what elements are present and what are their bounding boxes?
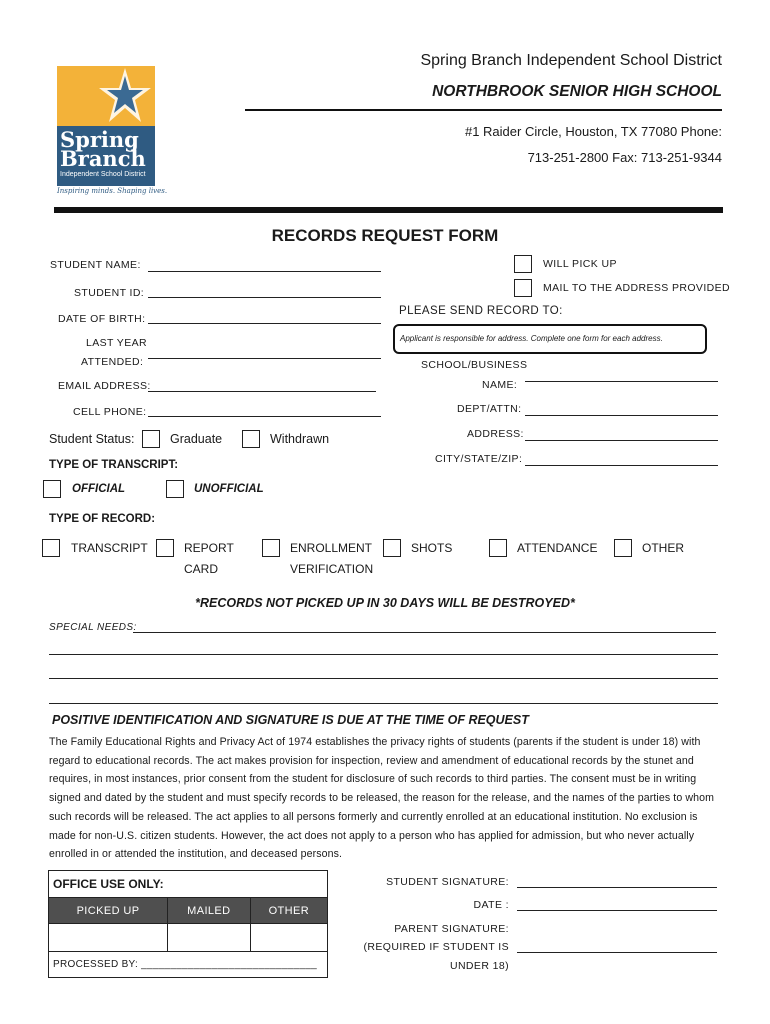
student-name-label: STUDENT NAME:	[50, 259, 141, 271]
last-year-label-2: ATTENDED:	[81, 356, 144, 368]
logo-subtitle: Independent School District	[60, 171, 146, 178]
office-use-title: OFFICE USE ONLY:	[49, 871, 328, 898]
school-business-label-1: SCHOOL/BUSINESS	[421, 359, 528, 371]
header-thick-divider	[54, 207, 723, 213]
official-checkbox[interactable]	[43, 480, 61, 498]
pickup-warning: *RECORDS NOT PICKED UP IN 30 DAYS WILL BE DESTROYED*	[195, 596, 575, 610]
school-phone-fax: 713-251-2800 Fax: 713-251-9344	[527, 150, 722, 165]
cell-label: CELL PHONE:	[73, 406, 147, 418]
address-notice-box: Applicant is responsible for address. Complete one form for each address.	[393, 324, 707, 354]
logo-word-spring: Spring	[60, 127, 139, 152]
identification-heading: POSITIVE IDENTIFICATION AND SIGNATURE IS DUE AT THE TIME OF REQUEST	[52, 713, 529, 727]
special-needs-line-3[interactable]	[49, 670, 718, 679]
withdrawn-label: Withdrawn	[270, 432, 330, 446]
record-enrollment-label-2: VERIFICATION	[290, 562, 374, 576]
date-label: DATE :	[473, 899, 509, 911]
record-enrollment-checkbox[interactable]	[262, 539, 280, 557]
pickup-checkbox[interactable]	[514, 255, 532, 273]
office-cell-mailed[interactable]	[168, 924, 251, 952]
parent-signature-label-2: (REQUIRED IF STUDENT IS	[363, 941, 509, 953]
mail-label: MAIL TO THE ADDRESS PROVIDED	[543, 282, 731, 294]
school-business-label-2: NAME:	[482, 379, 518, 391]
city-state-zip-field[interactable]	[525, 456, 718, 466]
dob-label: DATE OF BIRTH:	[58, 313, 146, 325]
dept-attn-field[interactable]	[525, 406, 718, 416]
student-id-field[interactable]	[148, 288, 381, 298]
special-needs-label: SPECIAL NEEDS:	[49, 622, 137, 633]
form-title: RECORDS REQUEST FORM	[271, 226, 499, 245]
district-name: Spring Branch Independent School District	[420, 52, 722, 69]
student-signature-field[interactable]	[517, 878, 717, 888]
record-other-label: OTHER	[642, 541, 684, 555]
office-use-table	[48, 870, 328, 978]
office-col-other: OTHER	[250, 898, 327, 924]
special-needs-line-4[interactable]	[49, 695, 718, 704]
logo-wordmark	[60, 127, 146, 171]
student-signature-label: STUDENT SIGNATURE:	[386, 876, 509, 888]
record-enrollment-label-1: ENROLLMENT	[290, 541, 373, 555]
transcript-type-label: TYPE OF TRANSCRIPT:	[49, 459, 179, 471]
record-report-card-checkbox[interactable]	[156, 539, 174, 557]
parent-signature-field[interactable]	[517, 943, 717, 953]
record-shots-checkbox[interactable]	[383, 539, 401, 557]
unofficial-checkbox[interactable]	[166, 480, 184, 498]
special-needs-line-2[interactable]	[49, 646, 718, 655]
special-needs-line-1[interactable]	[133, 624, 716, 633]
cell-field[interactable]	[148, 407, 381, 417]
office-col-picked-up: PICKED UP	[49, 898, 168, 924]
email-label: EMAIL ADDRESS:	[58, 380, 151, 392]
record-report-card-label-1: REPORT	[184, 541, 234, 555]
unofficial-label: UNOFFICIAL	[194, 483, 264, 495]
withdrawn-checkbox[interactable]	[242, 430, 260, 448]
school-business-field[interactable]	[525, 372, 718, 382]
dob-field[interactable]	[148, 314, 381, 324]
office-col-mailed: MAILED	[168, 898, 251, 924]
record-attendance-label: ATTENDANCE	[517, 541, 598, 555]
ferpa-paragraph: The Family Educational Rights and Privacy Act of 1974 establishes the privacy rights of students (parents if the student is under 18) with regard to educational records. The act makes provision for inspection, review and amendment of educational records by the stunet and requires, in most instances, prior consent from the student for disclosure of such records to third parties. The consent must be in writing signed and dated by the student and must specify records to be released, the reason for the release, and the names of the parties to whom such records will be released. The act applies to all persons formerly and currently enrolled at an educational institution. No exclusion is made for non-U.S. citizen students. However, the act does not apply to a person who has applied for admission, but who never actually enrolled in or attended the institution, and deceased persons.	[49, 736, 715, 861]
student-id-label: STUDENT ID:	[74, 287, 145, 299]
processed-by[interactable]: PROCESSED BY: ______________________________	[49, 952, 328, 978]
pickup-label: WILL PICK UP	[543, 258, 617, 270]
graduate-label: Graduate	[170, 432, 223, 446]
record-other-checkbox[interactable]	[614, 539, 632, 557]
record-report-card-label-2: CARD	[184, 562, 219, 576]
logo-word-branch: Branch	[60, 146, 146, 171]
record-transcript-checkbox[interactable]	[42, 539, 60, 557]
record-shots-label: SHOTS	[411, 541, 453, 555]
dept-attn-label: DEPT/ATTN:	[457, 403, 522, 415]
graduate-checkbox[interactable]	[142, 430, 160, 448]
city-state-zip-label: CITY/STATE/ZIP:	[435, 453, 523, 465]
send-record-label: PLEASE SEND RECORD TO:	[399, 305, 563, 317]
header-divider	[245, 109, 722, 111]
star-icon	[97, 66, 153, 126]
email-field[interactable]	[148, 382, 376, 392]
official-label: OFFICIAL	[72, 483, 126, 495]
student-name-field[interactable]	[148, 262, 381, 272]
last-year-field[interactable]	[148, 349, 381, 359]
mail-checkbox[interactable]	[514, 279, 532, 297]
address-field[interactable]	[525, 431, 718, 441]
parent-signature-label-1: PARENT SIGNATURE:	[394, 923, 509, 935]
address-label: ADDRESS:	[467, 428, 524, 440]
school-address: #1 Raider Circle, Houston, TX 77080 Phone:	[464, 124, 722, 139]
record-attendance-checkbox[interactable]	[489, 539, 507, 557]
record-type-label: TYPE OF RECORD:	[49, 513, 156, 525]
district-logo	[57, 66, 168, 196]
date-field[interactable]	[517, 901, 717, 911]
student-status-label: Student Status:	[49, 432, 135, 446]
logo-tagline: Inspiring minds. Shaping lives.	[57, 187, 168, 195]
school-name: NORTHBROOK SENIOR HIGH SCHOOL	[432, 83, 722, 100]
record-transcript-label: TRANSCRIPT	[71, 541, 148, 555]
office-cell-other[interactable]	[250, 924, 327, 952]
last-year-label-1: LAST YEAR	[86, 337, 147, 349]
parent-signature-label-3: UNDER 18)	[449, 960, 509, 972]
office-cell-picked-up[interactable]	[49, 924, 168, 952]
